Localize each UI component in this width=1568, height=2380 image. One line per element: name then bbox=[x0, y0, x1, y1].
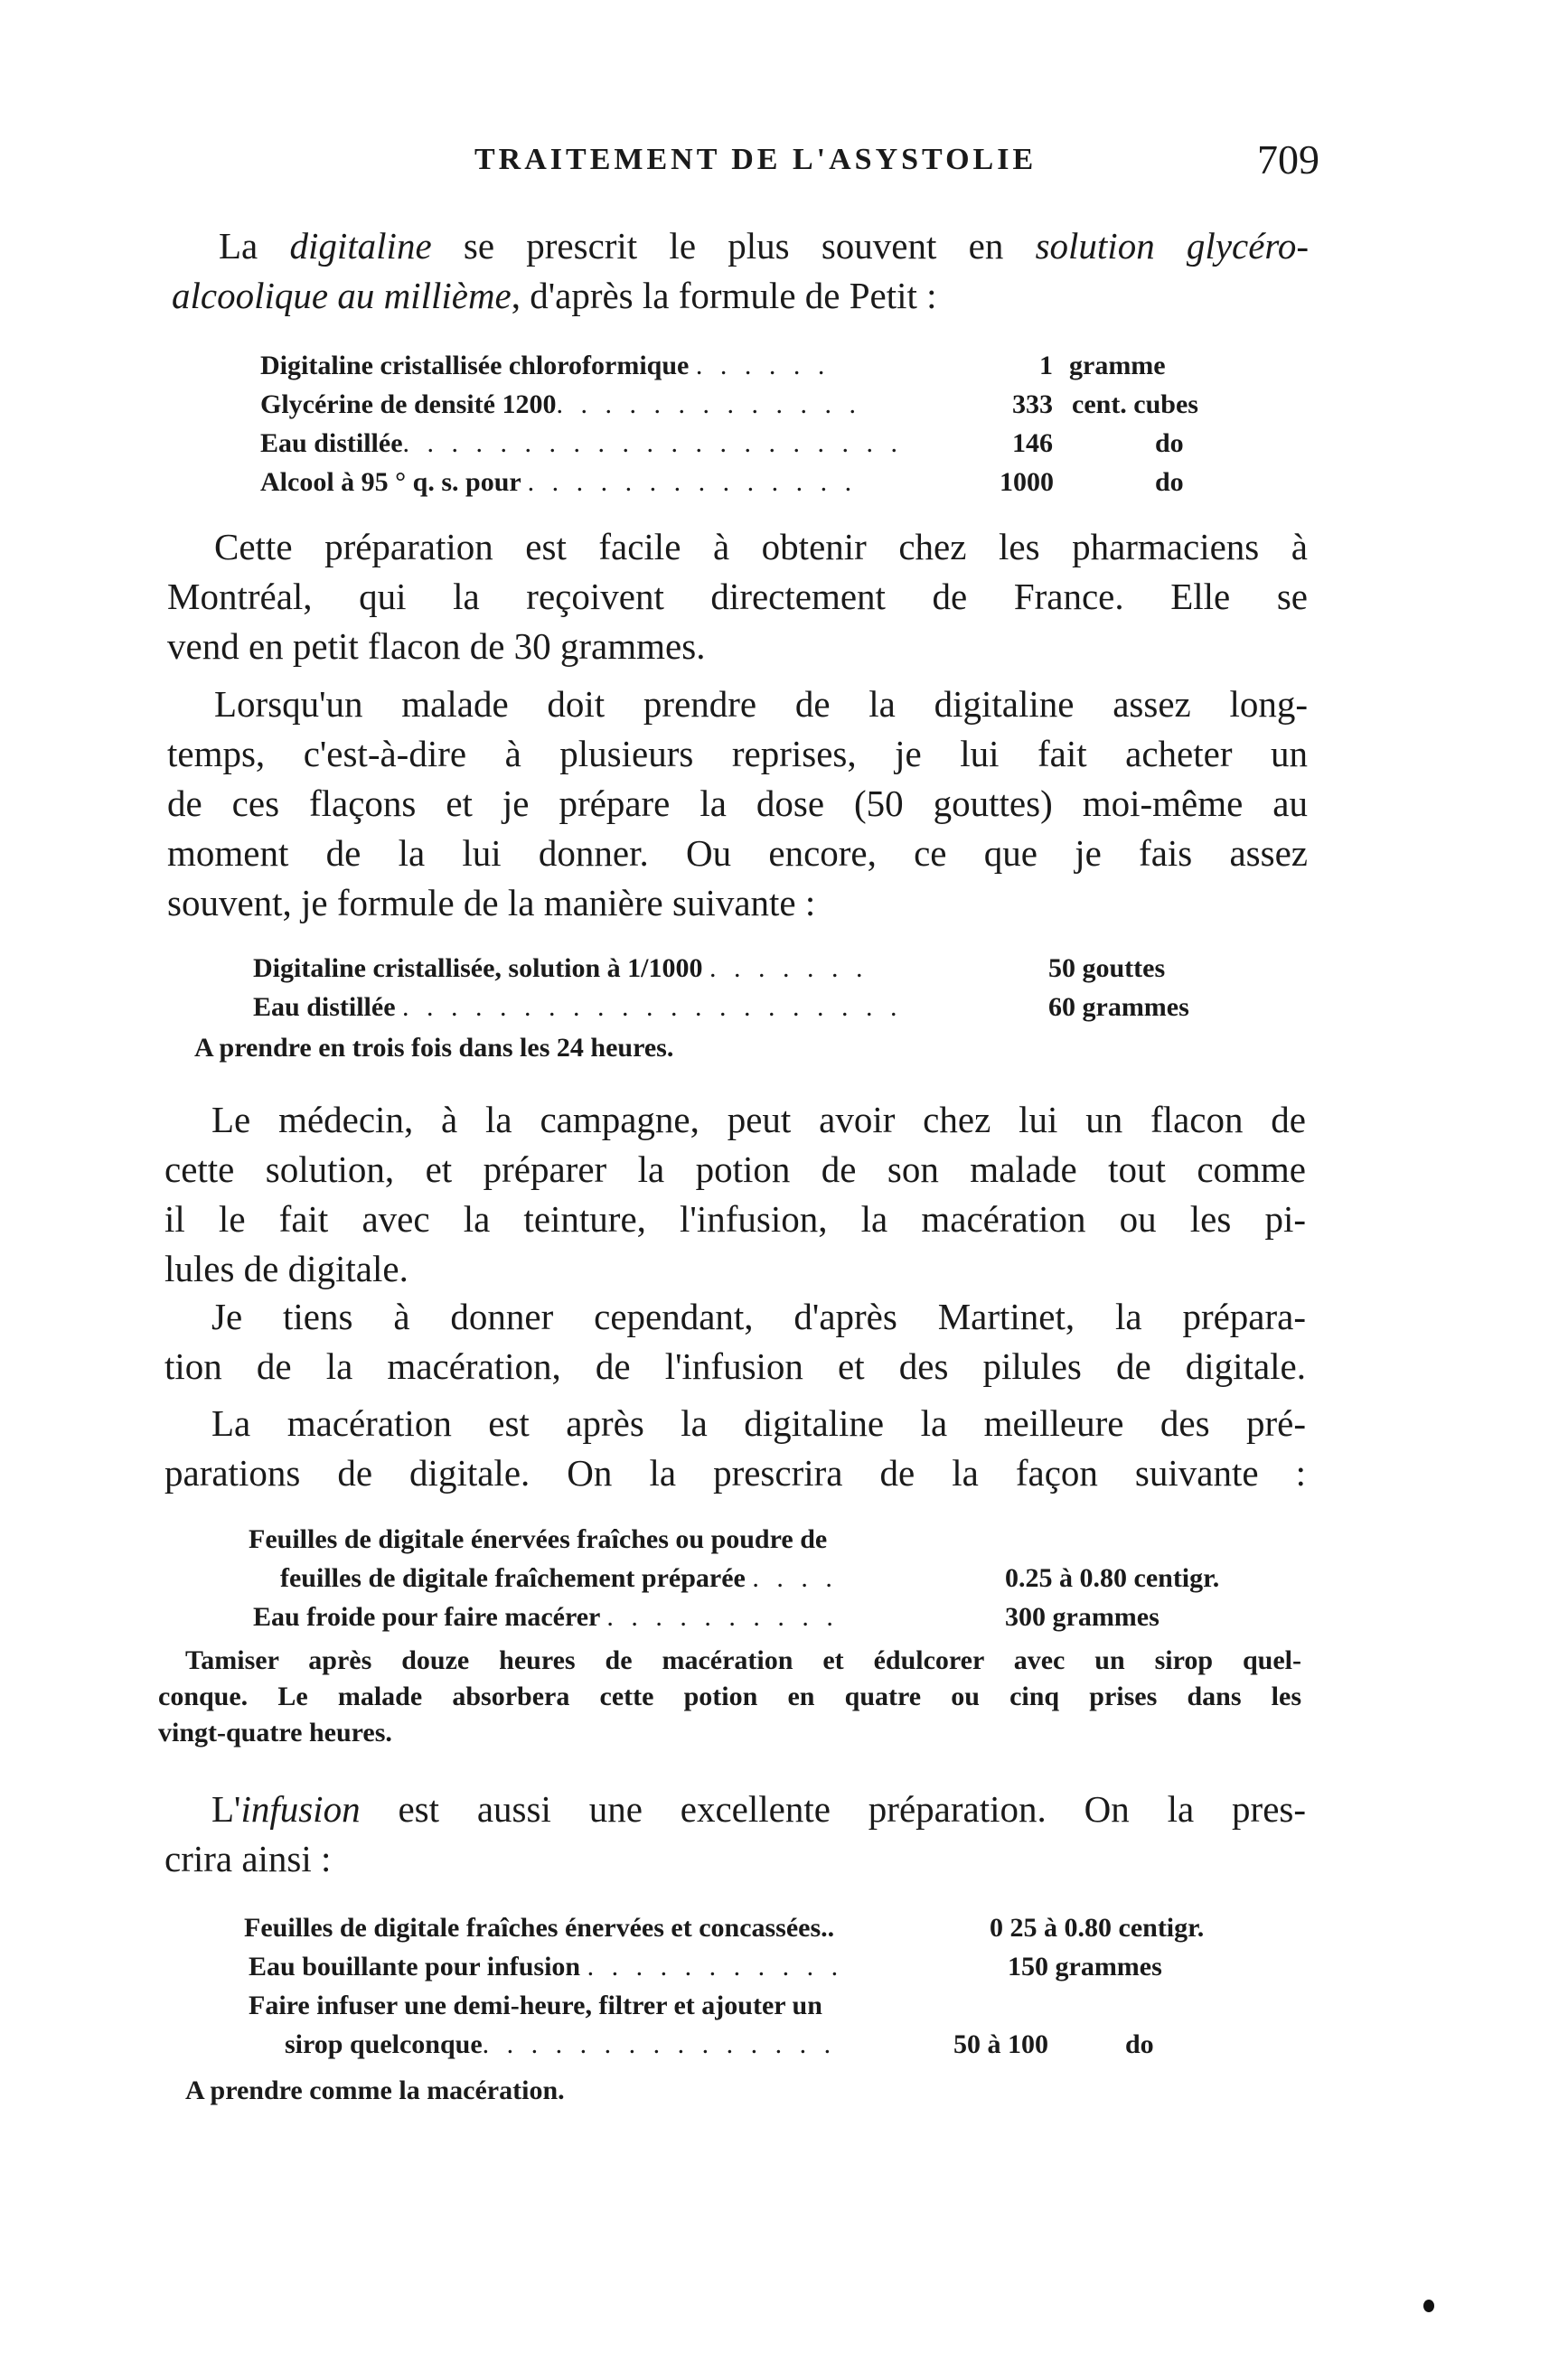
prescription-petit bbox=[260, 346, 1254, 509]
prescription-row bbox=[260, 463, 857, 501]
dosage-note: A prendre en trois fois dans les 24 heures. bbox=[194, 1033, 674, 1063]
paragraph-martinet bbox=[164, 1292, 1306, 1391]
italic-term: infusion bbox=[240, 1788, 361, 1830]
paragraph-pharmacies bbox=[167, 522, 1308, 671]
ingredient-name: Digitaline cristallisée chloroformique bbox=[260, 351, 690, 380]
prescription-row: Faire infuser une demi-heure, filtrer et ajouter un bbox=[249, 1991, 822, 2020]
text-run: Cette préparation est facile à obtenir chez les pharmaciens à bbox=[214, 526, 1308, 567]
text-line: temps, c'est-à-dire à plusieurs reprises, je lui fait acheter un bbox=[167, 733, 1308, 774]
maceration-instructions bbox=[158, 1643, 1301, 1751]
prescription-row bbox=[253, 988, 903, 1026]
prescription-unit: gramme bbox=[1069, 351, 1166, 380]
text-line bbox=[164, 1785, 1306, 1834]
text-line: cette solution, et préparer la potion de son malade tout comme bbox=[164, 1148, 1306, 1190]
leader-dots: . . . . . . . bbox=[709, 953, 869, 983]
prescription-row bbox=[280, 1559, 838, 1598]
running-title: TRAITEMENT DE L'ASYSTOLIE bbox=[474, 143, 1038, 176]
text-line bbox=[158, 1643, 1301, 1679]
leader-dots: . . . . . . bbox=[695, 351, 831, 380]
text-line bbox=[164, 1399, 1306, 1448]
prescription-qty: 146 bbox=[1012, 428, 1053, 458]
paragraph-infusion bbox=[164, 1785, 1306, 1884]
text-run: est aussi une excellente préparation. On la pres- bbox=[360, 1788, 1306, 1830]
text-line: moment de la lui donner. Ou encore, ce que je fais assez bbox=[167, 832, 1308, 874]
prescription-solution bbox=[253, 949, 1265, 1030]
text-line: vend en petit flacon de 30 grammes. bbox=[167, 625, 706, 667]
leader-dots: . . . . bbox=[752, 1563, 838, 1593]
prescription-maceration bbox=[244, 1520, 1292, 1637]
text-run: Je tiens à donner cependant, d'après Martinet, la prépara- bbox=[211, 1296, 1306, 1337]
prescription-qty: 0.25 à 0.80 centigr. bbox=[1005, 1563, 1220, 1593]
italic-term: digitaline bbox=[289, 225, 432, 267]
prescription-row bbox=[253, 1598, 839, 1636]
text-line: parations de digitale. On la prescrira de la façon suivante : bbox=[164, 1452, 1306, 1494]
text-run: Le médecin, à la campagne, peut avoir chez lui un flacon de bbox=[211, 1099, 1306, 1140]
text-line: il le fait avec la teinture, l'infusion, la macération ou les pi- bbox=[164, 1198, 1306, 1240]
prescription-qty: 60 grammes bbox=[1048, 992, 1189, 1022]
text-line bbox=[172, 221, 1309, 271]
text-line bbox=[167, 679, 1308, 729]
paragraph-country-doctor bbox=[164, 1095, 1306, 1294]
prescription-qty: 50 gouttes bbox=[1048, 953, 1166, 983]
ingredient-name: sirop quelconque bbox=[285, 2029, 483, 2059]
ingredient-name: Eau froide pour faire macérer bbox=[253, 1602, 600, 1632]
prescription-qty: 1000 bbox=[1000, 467, 1054, 497]
prescription-qty: 300 grammes bbox=[1005, 1602, 1160, 1632]
leader-dots: . . . . . . . . . . . . . . . bbox=[482, 2029, 837, 2059]
prescription-row bbox=[260, 424, 903, 463]
page-number: 709 bbox=[1257, 136, 1319, 183]
text-line bbox=[164, 1095, 1306, 1145]
prescription-qty: 50 à 100 bbox=[953, 2029, 1048, 2059]
ingredient-name: feuilles de digitale fraîchement préparée bbox=[280, 1563, 746, 1593]
text-line: tion de la macération, de l'infusion et des pilules de digitale. bbox=[164, 1345, 1306, 1387]
text-line: crira ainsi : bbox=[164, 1838, 332, 1879]
page-header bbox=[343, 136, 1319, 199]
italic-term: alcoolique au millième bbox=[172, 275, 512, 316]
italic-term: solution glycéro- bbox=[1035, 225, 1309, 267]
text-line bbox=[167, 522, 1308, 572]
prescription-qty: 0 25 à 0.80 centigr. bbox=[990, 1913, 1205, 1943]
prescription-row: Feuilles de digitale énervées fraîches ou poudre de bbox=[249, 1524, 828, 1554]
leader-dots: . . . . . . . . . . . . . . . . . . . . . bbox=[402, 992, 903, 1022]
leader-dots: . . . . . . . . . . bbox=[606, 1602, 839, 1632]
prescription-unit: cent. cubes bbox=[1072, 389, 1198, 419]
ingredient-name: Eau distillée bbox=[260, 428, 403, 458]
text-run: La bbox=[219, 225, 290, 267]
ingredient-name: Alcool à 95 ° q. s. pour bbox=[260, 467, 521, 497]
prescription-infusion bbox=[244, 1908, 1292, 2071]
prescription-row bbox=[249, 1947, 843, 1986]
prescription-row bbox=[253, 949, 868, 988]
paragraph-digitaline-intro bbox=[172, 221, 1309, 321]
paragraph-prolonged-use bbox=[167, 679, 1308, 928]
ink-speck bbox=[1423, 2300, 1434, 2312]
text-run: se prescrit le plus souvent en bbox=[431, 225, 1036, 267]
text-line: lules de digitale. bbox=[164, 1248, 408, 1289]
paragraph-maceration bbox=[164, 1399, 1306, 1498]
leader-dots: . . . . . . . . . . . . . . . . . . . . . bbox=[402, 428, 904, 458]
leader-dots: . . . . . . . . . . . . . bbox=[556, 389, 861, 419]
ingredient-name: Eau bouillante pour infusion bbox=[249, 1952, 581, 1982]
ingredient-name: Digitaline cristallisée, solution à 1/1000 bbox=[253, 953, 703, 983]
prescription-unit: do bbox=[1155, 467, 1184, 497]
leader-dots: . . . . . . . . . . . . . . bbox=[527, 467, 858, 497]
text-line: Montréal, qui la reçoivent directement de France. Elle se bbox=[167, 576, 1308, 617]
leader-dots: . . . . . . . . . . . bbox=[587, 1952, 844, 1982]
text-line bbox=[164, 1292, 1306, 1342]
prescription-row bbox=[260, 385, 861, 424]
ingredient-name: Eau distillée bbox=[253, 992, 396, 1022]
text-run: L' bbox=[211, 1788, 241, 1830]
text-run: Tamiser après douze heures de macération et édulcorer avec un sirop quel- bbox=[185, 1645, 1301, 1675]
dosage-note: A prendre comme la macération. bbox=[185, 2075, 565, 2105]
prescription-row bbox=[285, 2025, 836, 2064]
prescription-row: Feuilles de digitale fraîches énervées et concassées.. bbox=[244, 1913, 835, 1943]
ingredient-name: Glycérine de densité 1200 bbox=[260, 389, 557, 419]
text-line: de ces flaçons et je prépare la dose (50 gouttes) moi-même au bbox=[167, 782, 1308, 824]
text-run: La macération est après la digitaline la meilleure des pré- bbox=[211, 1402, 1306, 1444]
prescription-qty: 150 grammes bbox=[1008, 1952, 1162, 1982]
text-line: vingt-quatre heures. bbox=[158, 1718, 392, 1748]
prescription-qty: 1 bbox=[1039, 351, 1053, 380]
prescription-unit: do bbox=[1125, 2029, 1154, 2059]
prescription-qty: 333 bbox=[1012, 389, 1053, 419]
text-run: , d'après la formule de Petit : bbox=[511, 275, 937, 316]
prescription-unit: do bbox=[1155, 428, 1184, 458]
text-run: Lorsqu'un malade doit prendre de la digitaline assez long- bbox=[214, 683, 1308, 725]
text-line: souvent, je formule de la manière suivante : bbox=[167, 882, 816, 923]
prescription-row bbox=[260, 346, 830, 385]
text-line: conque. Le malade absorbera cette potion en quatre ou cinq prises dans les bbox=[158, 1682, 1301, 1711]
text-line bbox=[172, 271, 1309, 321]
